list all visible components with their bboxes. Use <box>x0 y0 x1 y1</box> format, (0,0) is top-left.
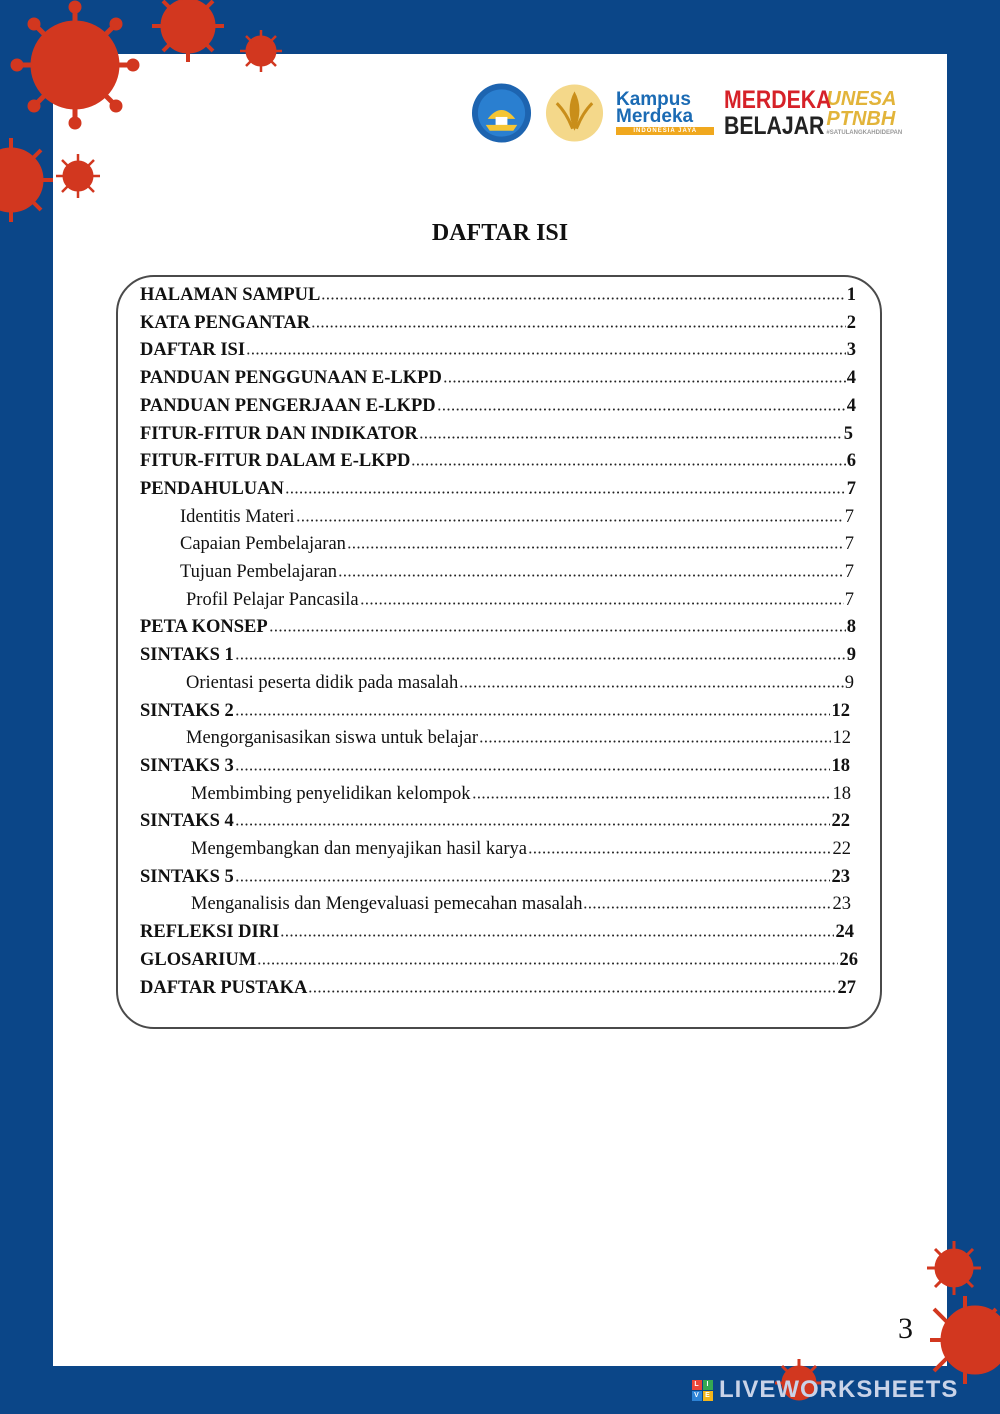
toc-page-number: 22 <box>831 811 850 832</box>
virus-icon <box>148 0 228 66</box>
toc-entry <box>140 808 850 834</box>
toc-entry <box>140 642 856 668</box>
toc-subentry <box>186 587 854 613</box>
toc-label: PETA KONSEP <box>140 617 268 638</box>
toc-entry <box>140 365 856 391</box>
toc-page-number: 22 <box>832 839 851 859</box>
toc-leader-dots <box>235 879 830 882</box>
virus-icon <box>930 1290 1000 1390</box>
merdeka-word: Merdeka <box>616 106 694 127</box>
toc-subentry <box>180 559 854 585</box>
toc-entry <box>140 421 853 447</box>
toc-entry <box>140 753 850 779</box>
toc-leader-dots <box>311 325 846 328</box>
toc-page-number: 18 <box>832 783 851 804</box>
toc-page-number: 1 <box>846 285 856 305</box>
page-title: DAFTAR ISI <box>431 220 569 246</box>
toc-entry <box>140 864 850 890</box>
kampus-tagline: INDONESIA JAYA <box>616 127 714 135</box>
kemdikbud-logo-icon <box>470 81 533 145</box>
virus-icon <box>238 28 284 74</box>
toc-entry <box>140 614 856 640</box>
toc-leader-dots <box>321 297 846 300</box>
toc-leader-dots <box>285 491 846 494</box>
toc-subentry <box>180 504 854 530</box>
toc-page-number: 23 <box>831 866 850 887</box>
toc-leader-dots <box>296 519 844 522</box>
toc-entry <box>140 393 856 419</box>
toc-label: SINTAKS 4 <box>140 811 234 832</box>
toc-entry <box>140 476 856 502</box>
kampus-merdeka-logo <box>616 91 714 135</box>
toc-subentry <box>191 836 851 862</box>
toc-leader-dots <box>472 796 831 799</box>
virus-icon <box>924 1238 984 1298</box>
toc-entry <box>140 698 850 724</box>
toc-leader-dots <box>235 823 830 826</box>
merdeka-belajar-line-2: BELAJAR <box>724 112 825 140</box>
toc-entry <box>140 448 856 474</box>
toc-label: Orientasi peserta didik pada masalah <box>186 672 459 693</box>
toc-page-number: 4 <box>846 368 856 389</box>
toc-subentry <box>180 531 854 557</box>
toc-page-number: 12 <box>831 700 850 721</box>
toc-page-number: 9 <box>844 672 854 693</box>
toc-entry <box>140 919 854 945</box>
toc-leader-dots <box>437 408 846 411</box>
toc-page-number: 12 <box>832 728 851 749</box>
unesa-ptnbh-logo <box>826 89 915 137</box>
toc-page-number: 6 <box>846 451 856 472</box>
toc-leader-dots <box>479 740 831 743</box>
toc-label: Mengorganisasikan siswa untuk belajar <box>186 728 478 749</box>
toc-leader-dots <box>583 906 831 909</box>
toc-leader-dots <box>419 436 843 439</box>
toc-leader-dots <box>308 990 836 993</box>
watermark-tile: E <box>703 1391 713 1401</box>
watermark-tile: L <box>692 1380 702 1390</box>
toc-page-number: 4 <box>846 395 856 416</box>
toc-page-number: 8 <box>846 617 856 638</box>
toc-label: DAFTAR ISI <box>140 340 246 361</box>
toc-leader-dots <box>235 713 830 716</box>
toc-label: GLOSARIUM <box>140 949 257 970</box>
toc-entry <box>140 282 856 308</box>
toc-label: PANDUAN PENGGUNAAN E-LKPD <box>140 368 442 389</box>
toc-label: SINTAKS 1 <box>140 645 234 666</box>
merdeka-belajar-logo <box>724 86 832 140</box>
toc-page-number: 7 <box>844 534 854 555</box>
toc-page-number: 26 <box>839 949 858 970</box>
toc-page-number: 7 <box>844 589 854 610</box>
toc-page-number: 18 <box>831 755 850 776</box>
toc-entry <box>140 947 858 973</box>
watermark-text: LIVEWORKSHEETS <box>719 1376 959 1403</box>
toc-page-number: 24 <box>835 922 854 943</box>
toc-subentry <box>191 781 851 807</box>
toc-page-number: 7 <box>844 506 854 527</box>
toc-subentry <box>186 725 851 751</box>
toc-leader-dots <box>280 934 834 937</box>
logo-bar <box>470 78 915 148</box>
unesa-ptnbh-line-1: UNESA <box>826 88 897 110</box>
merdeka-belajar-line-1: MERDEKA <box>724 86 832 114</box>
toc-page-number: 5 <box>843 423 853 444</box>
toc-label: Mengembangkan dan menyajikan hasil karya <box>191 839 527 859</box>
toc-leader-dots <box>443 380 846 383</box>
toc-label: Menganalisis dan Mengevaluasi pemecahan masalah <box>191 894 583 915</box>
toc-subentry <box>186 670 854 696</box>
toc-entry <box>140 337 856 363</box>
page-number: 3 <box>898 1312 913 1345</box>
toc-leader-dots <box>269 629 846 632</box>
toc-label: FITUR-FITUR DALAM E-LKPD <box>140 451 411 472</box>
toc-page-number: 23 <box>832 894 851 915</box>
unesa-ptnbh-tagline: #SATULANGKAHDIDEPAN <box>826 130 903 136</box>
toc-leader-dots <box>411 463 846 466</box>
toc-page-number: 27 <box>837 977 856 998</box>
toc-page-number: 9 <box>846 645 856 666</box>
kampus-word: Kampus <box>616 89 691 110</box>
virus-icon <box>54 152 102 200</box>
toc-entry <box>140 310 856 336</box>
toc-leader-dots <box>528 851 831 854</box>
toc-entry <box>140 975 856 1001</box>
toc-label: Profil Pelajar Pancasila <box>186 589 359 610</box>
toc-leader-dots <box>459 685 844 688</box>
virus-icon <box>0 130 56 230</box>
toc-subentry <box>191 891 851 917</box>
liveworksheets-logo-icon <box>692 1380 713 1401</box>
toc-page-number: 7 <box>844 562 854 582</box>
toc-leader-dots <box>347 546 844 549</box>
toc-label: SINTAKS 3 <box>140 755 234 776</box>
toc-label: HALAMAN SAMPUL <box>140 285 321 305</box>
toc-leader-dots <box>360 602 844 605</box>
toc-leader-dots <box>246 352 846 355</box>
toc-label: SINTAKS 2 <box>140 700 234 721</box>
virus-icon <box>10 0 140 130</box>
toc-page-number: 7 <box>846 478 856 499</box>
toc-label: Identitis Materi <box>180 506 295 527</box>
toc-label: DAFTAR PUSTAKA <box>140 977 308 998</box>
toc-page-number: 3 <box>846 340 856 361</box>
toc-leader-dots <box>257 962 838 965</box>
liveworksheets-watermark <box>692 1376 958 1404</box>
toc-label: REFLEKSI DIRI <box>140 922 280 943</box>
watermark-tile: I <box>703 1380 713 1390</box>
toc-label: Membimbing penyelidikan kelompok <box>191 783 471 804</box>
toc-label: PENDAHULUAN <box>140 478 284 499</box>
toc-label: SINTAKS 5 <box>140 866 234 887</box>
toc-leader-dots <box>338 574 844 577</box>
toc-label: Capaian Pembelajaran <box>180 534 346 555</box>
watermark-tile: V <box>692 1391 702 1401</box>
toc-page-number: 2 <box>846 312 856 333</box>
toc-leader-dots <box>235 768 830 771</box>
unesa-ptnbh-line-2: PTNBH <box>826 108 896 130</box>
toc-leader-dots <box>235 657 846 660</box>
toc-label: PANDUAN PENGERJAAN E-LKPD <box>140 395 436 416</box>
toc-label: Tujuan Pembelajaran <box>180 562 338 582</box>
toc-label: FITUR-FITUR DAN INDIKATOR <box>140 423 418 444</box>
toc-label: KATA PENGANTAR <box>140 312 311 333</box>
unesa-logo-icon <box>543 81 606 145</box>
